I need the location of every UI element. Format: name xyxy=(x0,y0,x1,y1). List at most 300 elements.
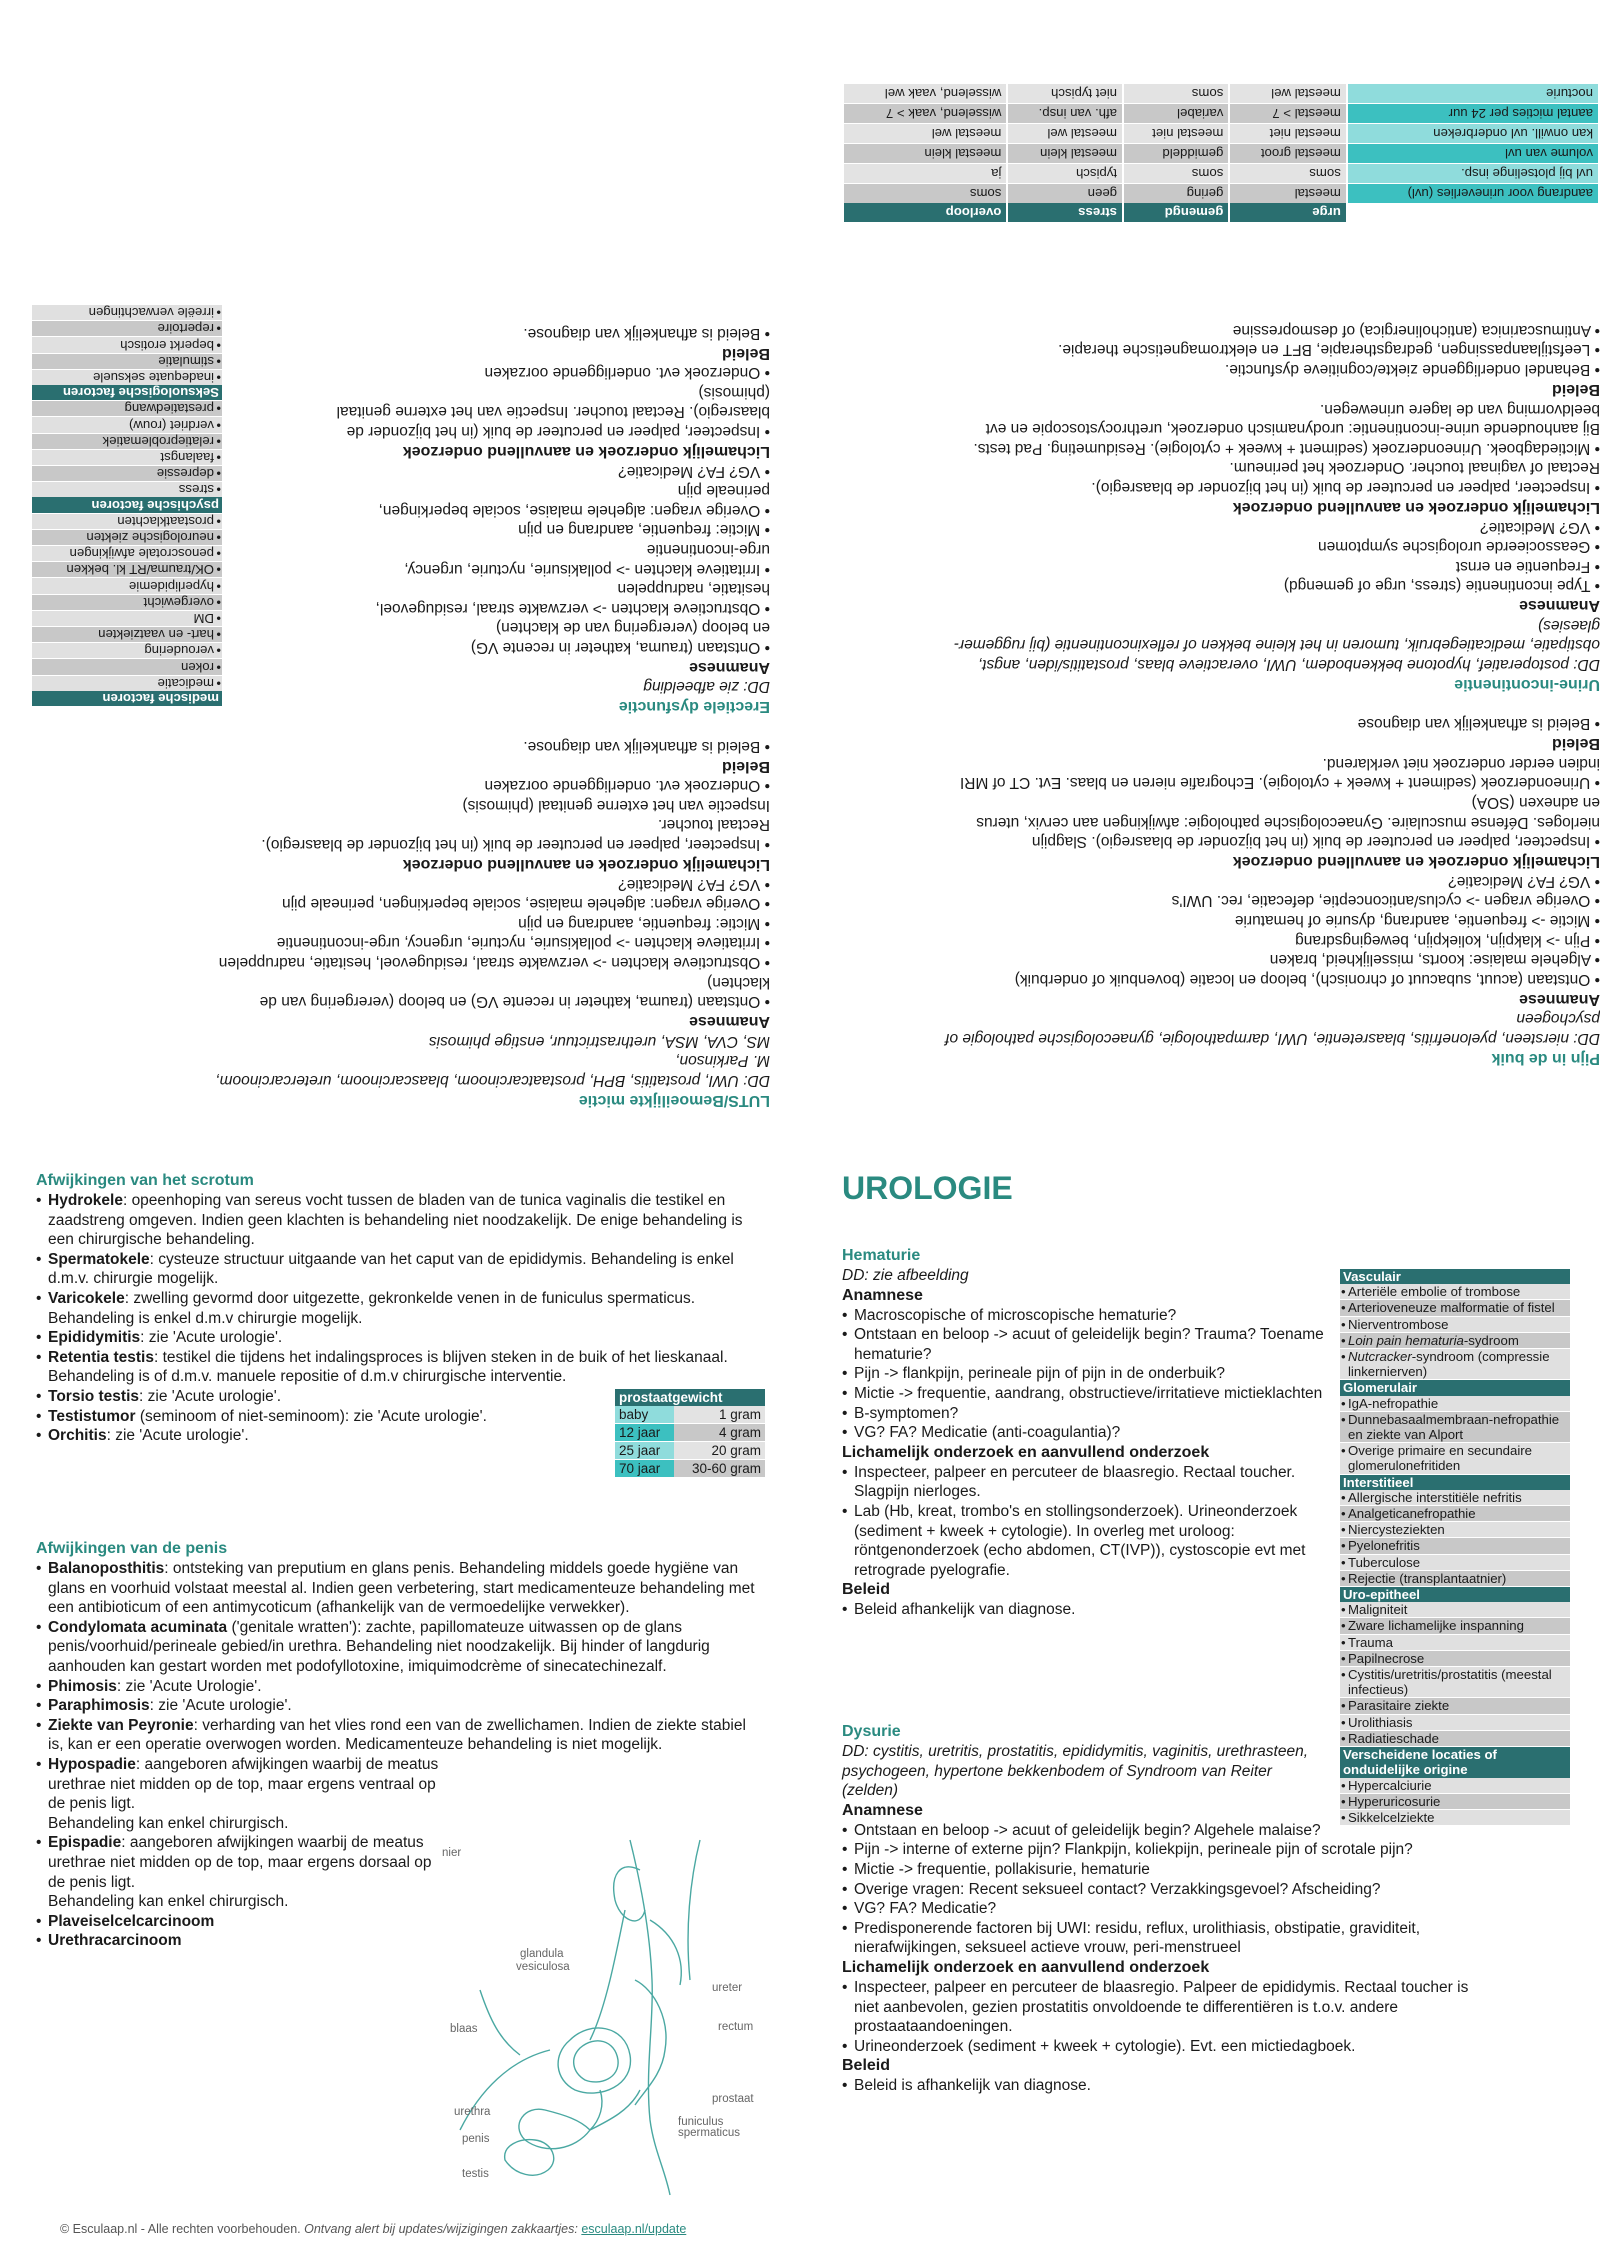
text-line: • Leefstijlaanpassingen, gedragstherapie, BFT en elektromagnetische therapie. xyxy=(1058,341,1600,359)
text-line: Beleid xyxy=(721,757,770,775)
table-header-cell xyxy=(1347,203,1598,222)
dysurie-anamnese-list xyxy=(842,1821,1482,1958)
factor-item: • verdriet (rouw) xyxy=(32,416,222,432)
table-cell: ja xyxy=(843,164,1007,184)
label-funiculus: funiculus xyxy=(678,2116,724,2128)
label-prostaat: prostaat xyxy=(712,2093,754,2105)
text-line: • Irritatieve klachten -> pollakisurie, nycturie, urgency, xyxy=(404,560,770,578)
cause-item: • Hyperuricosurie xyxy=(1340,1794,1570,1810)
hematurie-beleid-list xyxy=(842,1600,1332,1620)
cause-item: • Nierventrombose xyxy=(1340,1317,1570,1333)
item-term: Hypospadie xyxy=(48,1755,136,1773)
text-line: Lichamelijk onderzoek en aanvullend onderzoek xyxy=(402,442,770,460)
table-header-cell: overloop xyxy=(843,203,1007,222)
cause-item: • Dunnebasaalmembraan-nefropathie en ziekte van Alport xyxy=(1340,1412,1570,1443)
penis-list xyxy=(36,1559,756,1755)
text-line: • Behandel onderliggende ziekte/cognitieve dysfunctie. xyxy=(1224,360,1600,378)
hematurie-title: Hematurie xyxy=(842,1247,921,1264)
text-line: • Overige vragen -> cyclus/anticonceptie, defecatie, rec. UWI's xyxy=(1171,892,1600,910)
text-line: Lichamelijk onderzoek en aanvullend onderzoek xyxy=(402,856,770,874)
list-item: • Beleid afhankelijk van diagnose. xyxy=(842,1600,1332,1620)
erectile-factors-list xyxy=(32,256,222,706)
text-line: • Inspecteer, palpeer en percuteer de buik (in het bijzonder de xyxy=(346,422,770,440)
table-cell: wisselend, vaak > 7 xyxy=(843,104,1007,124)
dysurie-lo: Lichamelijk onderzoek en aanvullend onderzoek xyxy=(842,1958,1210,1976)
table-cell: aantal micties per 24 uur xyxy=(1347,104,1598,124)
scrotum-title: Afwijkingen van het scrotum xyxy=(36,1172,254,1189)
table-row xyxy=(843,84,1598,104)
text-line: • Onderzoek evt. onderliggende oorzaken xyxy=(484,364,770,382)
factor-item: • neurologische ziekten xyxy=(32,529,222,545)
table-cell: 1 gram xyxy=(674,1406,765,1424)
text-line: DD: niersteen, pyelonefritis, blaasretentie, UWI, darmpathologie, gynaecologische pathologie of xyxy=(945,1030,1600,1047)
list-item xyxy=(36,1559,756,1618)
hematurie-beleid: Beleid xyxy=(842,1581,891,1599)
item-term: Epididymitis xyxy=(48,1329,141,1347)
text-line: Anamnese xyxy=(689,1013,770,1031)
cause-item xyxy=(1340,1333,1570,1349)
cause-item: • IgA-nefropathie xyxy=(1340,1396,1570,1412)
table-row xyxy=(843,144,1598,164)
item-term: Paraphimosis xyxy=(48,1697,150,1715)
list-item xyxy=(36,1289,756,1328)
item-term: Plaveiselcelcarcinoom xyxy=(48,1912,215,1930)
factor-item: • irreële verwachtingen xyxy=(32,304,222,320)
table-cell: 12 jaar xyxy=(615,1424,674,1442)
item-text: : zie 'Acute Urologie'. xyxy=(116,1677,262,1695)
item-text: : testikel die tijdens het indalingsproces is blijven steken in de buik of het lieskanaal. Behandeling is of d.m.v. manuele repositie of d.m.v chirurgische interventie. xyxy=(48,1348,728,1386)
text-line: • VG? Medicatie? xyxy=(1479,518,1600,536)
table-cell: nocturie xyxy=(1347,84,1598,104)
factor-item: • DM xyxy=(32,610,222,626)
text-line: Urine-incontinentie xyxy=(1454,676,1600,694)
factor-item: • medicatie xyxy=(32,675,222,691)
item-term: Urethracarcinoom xyxy=(48,1932,182,1950)
item-text: ('genitale wratten'): zachte, papillomateuze uitwassen op de glans penis/voorhuid/perineale gebied/in urethra. Behandeling niet noodzakelijk. Bij hinder of langdurig aanhouden kan gestart worden met podofyllotoxine, imiquimodcrème of sinecatechinezalf. xyxy=(48,1618,710,1675)
item-term: Spermatokele xyxy=(48,1250,150,1268)
table-cell: niet typisch xyxy=(1007,84,1123,104)
item-extra: Behandeling kan enkel chirurgisch. xyxy=(48,1893,289,1911)
text-line: Rectaal of vaginaal toucher. Onderzoek het perineum. xyxy=(1229,459,1600,477)
text-line: • Geassocieerde urologische symptomen xyxy=(1318,538,1600,556)
list-item: • Beleid is afhankelijk van diagnose. xyxy=(842,2076,1482,2096)
text-line: en adnexen (SOA) xyxy=(1471,794,1600,812)
list-item: • Pijn -> interne of externe pijn? Flankpijn, koliekpijn, perineale pijn of scrotale pijn? xyxy=(842,1840,1482,1860)
text-line: • Obstructieve klachten -> verzwakte straal, residugevoel, hesitatie, nadruppelen xyxy=(218,954,770,972)
cause-item: • Niercystеziekten xyxy=(1340,1522,1570,1538)
table-row xyxy=(615,1442,765,1460)
cause-item: • Maligniteit xyxy=(1340,1602,1570,1618)
factor-item: • hart- en vaatziekten xyxy=(32,626,222,642)
list-item: • Mictie -> frequentie, pollakisurie, hematurie xyxy=(842,1860,1482,1880)
text-line: • Pijn -> klakpijn, koliekpijn, bewegingsdrang xyxy=(1295,931,1600,949)
list-item: • Predisponerende factoren bij UWI: residu, reflux, urolithiasis, obstipatie, graviditeit, nierafwijkingen, seksueel actieve vrouw, peri-menstrueel xyxy=(842,1919,1482,1958)
hematurie-dd: DD: zie afbeelding xyxy=(842,1267,969,1284)
text-line: • VG? FA? Medicatie? xyxy=(1448,872,1600,890)
factor-item: • relatieproblematiek xyxy=(32,433,222,449)
cause-item xyxy=(1340,1349,1570,1380)
footer-alert: Ontvang alert bij updates/wijzigingen zakkaartjes: xyxy=(304,2222,582,2236)
table-row xyxy=(843,124,1598,144)
list-item: • Lab (Hb, kreat, trombo's en stollingsonderzoek). Urineonderzoek (sediment + kweek + cytologie). In overleg met uroloog: röntgenonderzoek (echo abdomen, CT(IVP)), cystoscopie evt met retrograde pyelografie. xyxy=(842,1502,1332,1580)
cause-item: • Pyelonefritis xyxy=(1340,1538,1570,1554)
item-text: : verharding van het vlies rond een van de zwellichamen. Indien de ziekte stabiel is, kan er een operatie overwogen worden. Medicamenteuze behandeling is niet mogelijk. xyxy=(48,1716,746,1754)
list-item: • Macroscopische of microscopische hematurie? xyxy=(842,1306,1332,1326)
item-text: : zie 'Acute urologie'. xyxy=(149,1697,292,1715)
label-testis: testis xyxy=(462,2168,489,2180)
text-line: • Algehele malaise: koorts, misselijkheid, braken xyxy=(1269,951,1600,969)
text-line: • Mictiedagboek. Urineonderzoek (sediment + kweek + cytologie). Residumeting. Pad tests. xyxy=(973,439,1600,457)
list-item xyxy=(36,1912,446,1932)
text-line: Beleid xyxy=(1551,735,1600,753)
table-cell: soms xyxy=(1123,84,1229,104)
text-line: • Inspecteer, palpeer en percuteer de buik (in het bijzonder de blaasregio). Rectaal toucher. xyxy=(261,816,770,854)
footer-link[interactable]: esculaap.nl/update xyxy=(581,2222,687,2236)
factor-item: • hyperlipidemie xyxy=(32,577,222,593)
item-extra: Behandeling kan enkel chirurgisch. xyxy=(48,1814,289,1832)
label-urethra: urethra xyxy=(454,2106,491,2118)
table-cell: kan onwill. uvl onderbreken xyxy=(1347,124,1598,144)
text-line: • Beleid is afhankelijk van diagnose xyxy=(1357,715,1600,733)
text-line: • Mictie: frequentie, aandrang en pijn xyxy=(518,521,770,539)
factor-header: psychische factoren xyxy=(32,497,222,512)
text-line: Beleid xyxy=(721,344,770,362)
footer-copyright: © Esculaap.nl - Alle rechten voorbehouden. xyxy=(60,2222,305,2236)
text-line: • VG? FA? Medicatie? xyxy=(618,462,770,480)
text-line: • Overige vragen: algehele malaise, sociale beperkingen, xyxy=(378,501,770,519)
list-item: • VG? FA? Medicatie? xyxy=(842,1899,1482,1919)
item-term: Balanoposthitis xyxy=(48,1560,165,1577)
cause-item: • Urolithiasis xyxy=(1340,1715,1570,1731)
label-rectum: rectum xyxy=(718,2021,754,2033)
factor-item: • repertoire xyxy=(32,320,222,336)
text-line: • Ontstaan (acuut, subacuut of chronisch), beloop en locatie (bovenbuik of onderbuik) xyxy=(1014,970,1600,988)
table-cell: geen xyxy=(1007,184,1123,204)
text-line: DD: postoperatief, hypotone bekkenbodem, UWI, overactieve blaas, prostatitis/iden, angst, xyxy=(977,656,1600,674)
cause-item: • Zware lichamelijke inspanning xyxy=(1340,1618,1570,1634)
table-cell: 70 jaar xyxy=(615,1460,674,1478)
list-item: • Ontstaan en beloop -> acuut of geleidelijk begin? Trauma? Toename hematurie? xyxy=(842,1325,1332,1364)
table-cell: meestal > 7 xyxy=(1229,104,1347,124)
label-vesiculosa: vesiculosa xyxy=(516,1961,570,1973)
item-text: : zie 'Acute urologie'. xyxy=(106,1427,249,1445)
table-cell: afh. van insp. xyxy=(1007,104,1123,124)
table-cell: gering xyxy=(1123,184,1229,204)
text-line xyxy=(842,694,1600,714)
list-item xyxy=(36,1755,446,1833)
text-line: • Beleid is afhankelijk van diagnose. xyxy=(523,737,770,755)
item-text: : cysteuze structuur uitgaande van het caput van de epididymis. Behandeling is enkel d.m.v. chirurgie mogelijk. xyxy=(48,1250,734,1288)
text-line: beeldvorming van de lagere urinewegen. xyxy=(1319,400,1600,418)
cause-italic: Loin pain hematuria xyxy=(1348,1332,1464,1348)
factor-item: • stress xyxy=(32,481,222,497)
page-title: UROLOGIE xyxy=(842,1170,1013,1206)
anatomy-drawing xyxy=(440,1820,780,2200)
cause-item: • Cystitis/uretritis/prostatitis (meestal infectieus) xyxy=(1340,1667,1570,1698)
item-text: : ontsteking van preputium en glans penis. Behandeling middels goede hygiëne van glans en voorhuid volstaat meestal al. Indien geen verbetering, start medicamenteuze behandeling met een antibioticum of een antimycoticum (afhankelijk van de vermoedelijke verwekker). xyxy=(48,1560,755,1617)
table-header-cell: prostaatgewicht xyxy=(615,1389,765,1406)
item-text: : aangeboren afwijkingen waarbij de meatus urethrae niet midden op de top, maar ergens dorsaal op de penis ligt. xyxy=(48,1834,432,1891)
list-item xyxy=(36,1677,756,1697)
list-item xyxy=(36,1618,756,1677)
text-line: Inspectie van het externe genitaal (phimosis) xyxy=(462,796,770,814)
text-line: blaasregio). Rectaal toucher. Inspectie van het externe genitaal xyxy=(336,403,770,421)
table-cell: meestal xyxy=(1229,184,1347,204)
table-cell: meestal wel xyxy=(843,124,1007,144)
list-item xyxy=(36,1328,756,1348)
list-item: • B-symptomen? xyxy=(842,1404,1332,1424)
hematurie-anamnese: Anamnese xyxy=(842,1286,923,1304)
table-header-row xyxy=(615,1389,765,1406)
text-line: Anamnese xyxy=(689,658,770,676)
table-header-row xyxy=(843,203,1598,222)
table-cell: meestal klein xyxy=(843,144,1007,164)
factor-item: • OK/trauma/RT kl. bekken xyxy=(32,561,222,577)
text-line: glaesies) xyxy=(1537,616,1600,634)
text-line: Erectiele dysfunctie xyxy=(618,698,770,716)
item-term: Ziekte van Peyronie xyxy=(48,1716,194,1734)
cause-item: • Arterioveneuze malformatie of fistel xyxy=(1340,1300,1570,1316)
list-item xyxy=(36,1716,756,1755)
table-cell: gemiddeld xyxy=(1123,144,1229,164)
text-line: • Mictie: frequentie, aandrang en pijn xyxy=(518,914,770,932)
cause-item: • Analgeticanefropathie xyxy=(1340,1506,1570,1522)
list-item: • Urineonderzoek (sediment + kweek + cytologie). Evt. een mictiedagboek. xyxy=(842,2037,1482,2057)
text-line xyxy=(210,717,770,737)
text-line: • Ontstaan (trauma, katheter in recente VG) en beloop (verergering van de klachten) xyxy=(259,973,770,1011)
table-cell: wisselend, vaak wel xyxy=(843,84,1007,104)
table-cell: meestal niet xyxy=(1123,124,1229,144)
item-term: Torsio testis xyxy=(48,1387,140,1405)
table-cell: soms xyxy=(843,184,1007,204)
cause-item: • Radiatieschade xyxy=(1340,1731,1570,1747)
table-cell: soms xyxy=(1229,164,1347,184)
dysurie-beleid-list xyxy=(842,2076,1482,2096)
cause-item: • Parasitaire ziekte xyxy=(1340,1698,1570,1714)
list-item xyxy=(36,1348,756,1387)
dysurie-anamnese: Anamnese xyxy=(842,1801,923,1819)
label-spermaticus: spermaticus xyxy=(678,2127,740,2139)
text-line: Anamnese xyxy=(1519,597,1600,615)
label-nier: nier xyxy=(442,1847,462,1859)
table-cell: aandrang voor urineverlies (uvl) xyxy=(1347,184,1598,204)
factor-item: • prostaatklachten xyxy=(32,513,222,529)
penis-title: Afwijkingen van de penis xyxy=(36,1540,228,1557)
item-text: : zwelling gevormd door uitgezette, gekronkelde venen in de funiculus spermaticus. Behandeling is enkel d.m.v chirurgie mogelijk. xyxy=(48,1289,696,1327)
list-item xyxy=(36,1696,756,1716)
factor-item: • faalangst xyxy=(32,449,222,465)
item-text: : zie 'Acute urologie'. xyxy=(140,1329,283,1347)
cause-item: • Tuberculose xyxy=(1340,1555,1570,1571)
table-cell: meestal wel xyxy=(1007,124,1123,144)
text-line: Lichamelijk onderzoek en aanvullend onderzoek xyxy=(1232,498,1600,516)
table-cell: typisch xyxy=(1007,164,1123,184)
item-term: Condylomata acuminata xyxy=(48,1618,228,1636)
dysurie-beleid: Beleid xyxy=(842,2057,891,2075)
label-blaas: blaas xyxy=(450,2023,478,2035)
list-item: • Inspecteer, palpeer en percuteer de blaasregio. Rectaal toucher. Slagpijn nierloges. xyxy=(842,1463,1332,1502)
item-term: Retentia testis xyxy=(48,1348,154,1366)
text-line: DD: zie afbeelding xyxy=(643,678,770,696)
cause-header: Glomerulair xyxy=(1340,1380,1570,1395)
factor-item: • penoscrotale afwijkingen xyxy=(32,545,222,561)
dysurie-lo-list xyxy=(842,1978,1482,2056)
text-line: en beloop (verergering van de klachten) xyxy=(495,619,770,637)
text-line: Beleid xyxy=(1551,380,1600,398)
factor-header: Seksuologische factoren xyxy=(32,385,222,400)
item-text: : aangeboren afwijkingen waarbij de meatus urethrae niet midden op de top, maar ergens ventraal op de penis ligt. xyxy=(48,1755,439,1813)
cause-item: • Allergische interstitiële nefritis xyxy=(1340,1490,1570,1506)
hematurie-anamnese-list xyxy=(842,1306,1332,1443)
list-item: • Inspecteer, palpeer en percuteer de blaasregio. Palpeer de epididymis. Rectaal toucher is niet aanbevolen, gezien prostatitis onvoldoende te differentiëren is t.o.v. andere prostaataandoeningen. xyxy=(842,1978,1482,2037)
footer xyxy=(60,2222,686,2236)
label-glandula: glandula xyxy=(520,1948,564,1960)
hematurie-lo-list xyxy=(842,1463,1332,1581)
text-line: • Mictie -> frequentie, aandrang, dysurie of hematurie xyxy=(1234,912,1600,930)
table-cell: 25 jaar xyxy=(615,1442,674,1460)
text-line: LUTS/Bemoeilijkte mictie xyxy=(578,1092,770,1109)
anatomy-illustration xyxy=(440,1820,780,2200)
text-line: Lichamelijk onderzoek en aanvullend onderzoek xyxy=(1232,853,1600,871)
table-row xyxy=(843,104,1598,124)
factor-item: • prestatiedwang xyxy=(32,400,222,416)
text-line: urge-incontinentie xyxy=(646,540,770,558)
text-line: • Antimuscarinica (anticholinergica) of desmopressine xyxy=(1232,321,1600,339)
cause-item: • Papilnecrose xyxy=(1340,1651,1570,1667)
text-line: perineale pijn xyxy=(677,482,770,500)
factor-item: • roken xyxy=(32,658,222,674)
item-term: Orchitis xyxy=(48,1427,107,1445)
item-term: Hydrokele xyxy=(48,1192,123,1209)
text-line: • Onderzoek evt. onderliggende oorzaken xyxy=(484,777,770,795)
label-penis: penis xyxy=(462,2133,490,2145)
table-row xyxy=(615,1406,765,1424)
table-row xyxy=(615,1460,765,1478)
table-row xyxy=(843,164,1598,184)
text-line: Bij aanhoudende urine-incontinentie: urodynamisch onderzoek, urethrocystoscopie en evt xyxy=(985,420,1600,438)
text-line: psychogeen xyxy=(1516,1010,1600,1028)
table-header-cell: gemengd xyxy=(1123,203,1229,222)
factor-item: • inadequate seksuele xyxy=(32,369,222,385)
cause-item: • Overige primaire en secundaire glomerulonefritiden xyxy=(1340,1443,1570,1474)
text-line: • Ontstaan (trauma, katheter in recente VG) xyxy=(470,638,770,656)
list-item: • Mictie -> frequentie, aandrang, obstructieve/irritatieve mictieklachten xyxy=(842,1384,1332,1404)
text-line: hesitatie, nadruppelen xyxy=(617,580,770,598)
item-term: Epispadie xyxy=(48,1834,122,1852)
text-line: DD: UWI, prostatitis, BPH, prostaatcarcinoom, blaascarcinoom, uretercarcinoom, M. Parkinson, xyxy=(215,1052,770,1089)
list-item: • Ontstaan en beloop -> acuut of geleidelijk begin? Algehele malaise? xyxy=(842,1821,1482,1841)
cause-italic: Nutcracker xyxy=(1348,1349,1412,1365)
list-item xyxy=(36,1931,446,1951)
cause-header: Vasculair xyxy=(1340,1269,1570,1284)
item-text: (seminoom of niet-seminoom): zie 'Acute urologie'. xyxy=(135,1407,487,1425)
label-ureter: ureter xyxy=(712,1982,743,1994)
table-header-cell: stress xyxy=(1007,203,1123,222)
factor-item: • depressie xyxy=(32,465,222,481)
factor-item: • stimulatie xyxy=(32,353,222,369)
table-cell: uvl bij plotselinge insp. xyxy=(1347,164,1598,184)
penis-narrow-list xyxy=(36,1755,446,1951)
hematurie-section xyxy=(842,1246,1332,1620)
factor-header: medische factoren xyxy=(32,691,222,706)
text-line: indien eerder onderzoek niet verklarend. xyxy=(1322,754,1600,772)
table-row xyxy=(615,1424,765,1442)
list-item: • VG? FA? Medicatie (anti-coagulantia)? xyxy=(842,1423,1332,1443)
list-item xyxy=(36,1191,756,1250)
item-term: Varicokele xyxy=(48,1289,125,1307)
upper-left-column xyxy=(842,238,1600,1068)
text-line: • VG? FA? Medicatie? xyxy=(618,875,770,893)
table-cell: meestal wel xyxy=(1229,84,1347,104)
table-cell: variabel xyxy=(1123,104,1229,124)
table-cell: meestal klein xyxy=(1007,144,1123,164)
text-line: • Type incontinentie (stress, urge of gemengd) xyxy=(1283,577,1600,595)
table-cell: 20 gram xyxy=(674,1442,765,1460)
text-line: (phimosis) xyxy=(698,383,770,401)
cause-header: Uro-epitheel xyxy=(1340,1587,1570,1602)
item-text: : zie 'Acute urologie'. xyxy=(139,1387,282,1405)
dysurie-section xyxy=(842,1722,1482,2096)
text-line: • Inspecteer, palpeer en percuteer de buik (in het bijzonder de blaasregio). xyxy=(1091,478,1600,496)
text-line: • Obstructieve klachten -> verzwakte straal, residugevoel, xyxy=(375,599,770,617)
text-line: • Beleid is afhankelijk van diagnose. xyxy=(523,324,770,342)
text-line: Pijn in de buik xyxy=(1491,1050,1600,1067)
table-cell: meestal groot xyxy=(1229,144,1347,164)
item-term: Phimosis xyxy=(48,1677,117,1695)
table-cell: 30-60 gram xyxy=(674,1460,765,1478)
text-line: nierloges. Défense musculaire. Gynaecologische pathologie: afwijkingen aan cervix, uterus xyxy=(976,813,1600,831)
cause-header: Interstitieel xyxy=(1340,1475,1570,1490)
table-cell: meestal niet xyxy=(1229,124,1347,144)
cause-item: • Trauma xyxy=(1340,1635,1570,1651)
table-cell: baby xyxy=(615,1406,674,1424)
table-cell: soms xyxy=(1123,164,1229,184)
item-text: : opeenhoping van sereus vocht tussen de bladen van de tunica vaginalis die testikel en zaadstreng omgeven. Indien geen klachten is behandeling niet noodzakelijk. De enige behandeling is een chirurgische behandeling. xyxy=(48,1192,743,1249)
text-line: Anamnese xyxy=(1519,990,1600,1008)
table-cell: volume van uvl xyxy=(1347,144,1598,164)
text-line: • Irritatieve klachten -> pollakisurie, nycturie, urgency, urge-incontinentie xyxy=(276,934,770,952)
factor-item: • veroudering xyxy=(32,642,222,658)
text-line: obstipatie, medicatiegebruik, tumoren in het kleine bekken of reflexincontinentie (bij ruggemer- xyxy=(954,636,1600,654)
table-header-cell: urge xyxy=(1229,203,1347,222)
factor-item: • beperkt erotisch xyxy=(32,336,222,352)
cause-item: • Arteriële embolie of trombose xyxy=(1340,1284,1570,1300)
text-line: • Inspecteer, palpeer en percuteer de buik (in het bijzonder de blaasregio). Slagpijn xyxy=(1031,833,1600,851)
list-item: • Overige vragen: Recent seksueel contact? Verzakkingsgevoel? Afscheiding? xyxy=(842,1880,1482,1900)
cause-item: • Sikkelcelziekte xyxy=(1340,1810,1570,1826)
prostate-weight-table xyxy=(615,1389,765,1478)
text-line: • Frequentie en ernst xyxy=(1455,557,1600,575)
text-line: • Overige vragen: algehele malaise, sociale beperkingen, perineale pijn xyxy=(282,895,770,913)
cause-rest: -syndroom (compressie linkernierven) xyxy=(1348,1349,1550,1380)
list-item xyxy=(36,1250,756,1289)
table-cell: 4 gram xyxy=(674,1424,765,1442)
hematurie-lo: Lichamelijk onderzoek en aanvullend onderzoek xyxy=(842,1443,1210,1461)
list-item xyxy=(36,1833,446,1911)
list-item: • Pijn -> flankpijn, perineale pijn of pijn in de onderbuik? xyxy=(842,1364,1332,1384)
cause-header: Verscheidene locaties of onduidelijke origine xyxy=(1340,1747,1570,1777)
text-line: • Urineonderzoek (sediment + kweek + cytologie). Echografie nieren en blaas. Evt. CT of MRI xyxy=(959,774,1600,792)
cause-item: • Hypercalciurie xyxy=(1340,1778,1570,1794)
factor-item: • overgewicht xyxy=(32,594,222,610)
cause-item: • Rejectie (transplantaatnier) xyxy=(1340,1571,1570,1587)
urine-incontinence-table xyxy=(842,77,1598,222)
dysurie-dd: DD: cystitis, uretritis, prostatitis, epididymitis, vaginitis, urethrasteen, psychogeen, hypertone bekkenbodem of Syndroom van Reiter (zelden) xyxy=(842,1743,1309,1800)
table-row xyxy=(843,184,1598,204)
upper-right-column xyxy=(210,250,770,1110)
text-line: MS, CVA, MSA, urethrastrictuur, enstige phimosis xyxy=(428,1032,770,1050)
dysurie-title: Dysurie xyxy=(842,1723,901,1740)
